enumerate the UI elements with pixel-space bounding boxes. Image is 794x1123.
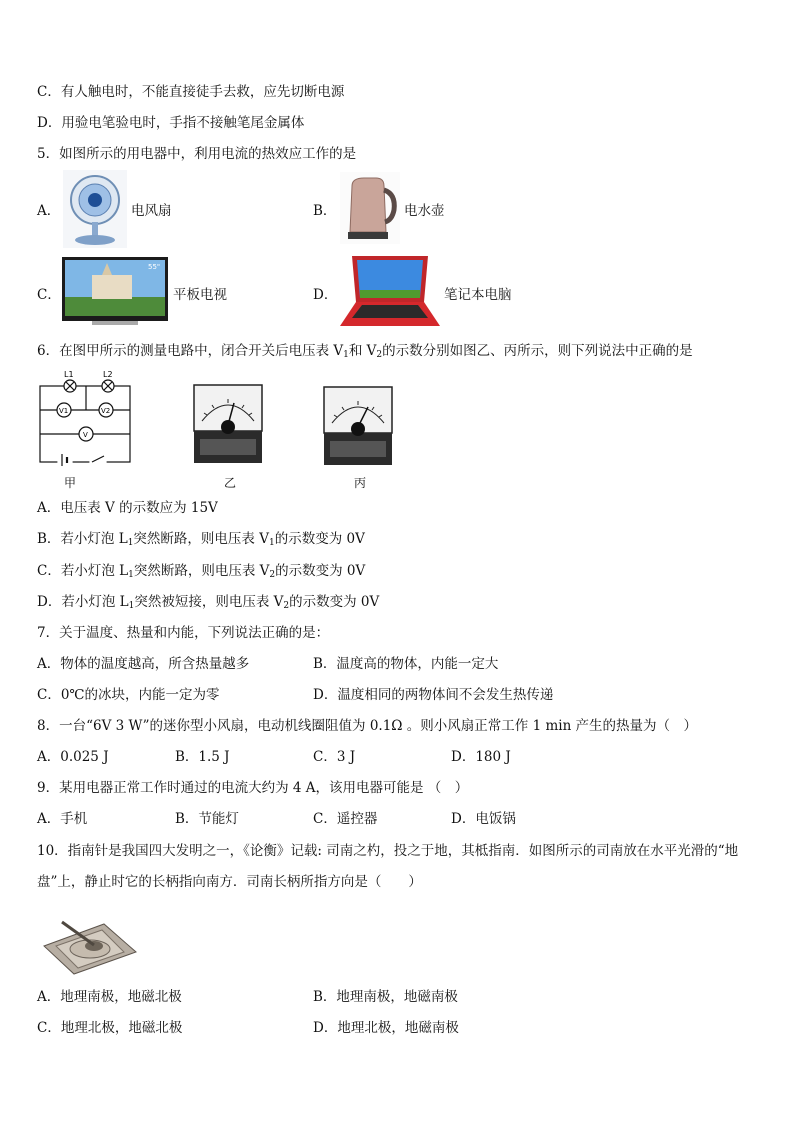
q5-d-label: 笔记本电脑 — [444, 287, 512, 303]
q6-stem: 6．在图甲所示的测量电路中，闭合开关后电压表 $V_1$和 $V_2$的示数分别如图乙、丙所示，则下列说法中正确的是 — [37, 343, 693, 360]
q8-option-b: B．1.5 J — [175, 749, 230, 765]
q7-stem: 7．关于温度、热量和内能，下列说法正确的是： — [37, 625, 330, 641]
sinan-compass-image — [40, 912, 138, 976]
tv-image — [62, 257, 168, 329]
circuit-diagram — [36, 368, 138, 468]
meter-v2-label: V2 — [101, 407, 111, 415]
q8-option-a: A．0.025 J — [37, 749, 109, 765]
q9-option-d: D．电饭锅 — [451, 811, 516, 827]
q10-option-a: A．地理南极，地磁北极 — [37, 989, 182, 1005]
q10-option-d: D．地理北极，地磁南极 — [313, 1020, 459, 1036]
lamp-l2-label: L2 — [103, 370, 113, 379]
lamp-l1-label: L1 — [64, 370, 74, 379]
q9-option-c: C．遥控器 — [313, 811, 378, 827]
caption-jia: 甲 — [64, 476, 77, 490]
voltmeter-yi-image — [192, 383, 264, 467]
electric-kettle-image — [340, 172, 400, 244]
voltmeter-bing-image — [322, 385, 394, 469]
q8-stem: 8．一台“6V 3 W”的迷你型小风扇，电动机线圈阻值为 0.1Ω 。则小风扇正常工作 1 min 产生的热量为（ ） — [37, 718, 698, 734]
q6-option-b: B．若小灯泡 $L_1$突然断路，则电压表 $V_1$的示数变为 0V — [37, 531, 365, 548]
q5-b-letter: B． — [313, 203, 337, 219]
tv-badge: 55" — [148, 263, 161, 271]
q7-option-d: D．温度相同的两物体间不会发生热传递 — [313, 687, 554, 703]
q10-stem-line1: 10．指南针是我国四大发明之一，《论衡》记载: 司南之杓，投之于地，其柢指南．如图所示的司南放在水平光滑的“地 — [37, 843, 739, 859]
q5-c-letter: C． — [37, 287, 61, 303]
q4-option-d: D．用验电笔验电时，手指不接触笔尾金属体 — [37, 115, 305, 131]
q7-option-b: B．温度高的物体，内能一定大 — [313, 656, 499, 672]
q6-option-a: A．电压表 V 的示数应为 15V — [37, 500, 218, 516]
q5-b-label: 电水壶 — [404, 203, 445, 219]
q5-a-letter: A． — [37, 203, 61, 219]
q5-stem: 5．如图所示的用电器中，利用电流的热效应工作的是 — [37, 146, 357, 162]
q10-option-c: C．地理北极，地磁北极 — [37, 1020, 183, 1036]
q4-option-c: C．有人触电时，不能直接徒手去救，应先切断电源 — [37, 84, 345, 100]
q5-c-label: 平板电视 — [173, 287, 227, 303]
meter-v1-label: V1 — [59, 407, 69, 415]
q8-option-d: D．180 J — [451, 749, 511, 765]
q10-stem-line2: 盘”上，静止时它的长柄指向南方．司南长柄所指方向是（ ） — [37, 874, 422, 890]
q7-option-a: A．物体的温度越高，所含热量越多 — [37, 656, 250, 672]
caption-yi: 乙 — [224, 476, 237, 490]
q7-option-c: C．0℃的冰块，内能一定为零 — [37, 687, 220, 703]
q6-option-c: C．若小灯泡 $L_1$突然断路，则电压表 $V_2$的示数变为 0V — [37, 563, 366, 580]
meter-v-label: V — [83, 431, 88, 439]
electric-fan-image — [63, 170, 127, 248]
q5-d-letter: D． — [313, 287, 338, 303]
q5-a-label: 电风扇 — [131, 203, 172, 219]
q10-option-b: B．地理南极，地磁南极 — [313, 989, 458, 1005]
q8-option-c: C．3 J — [313, 749, 356, 765]
caption-bing: 丙 — [354, 476, 367, 490]
laptop-image — [338, 252, 442, 332]
q6-option-d: D．若小灯泡 $L_1$突然被短接，则电压表 $V_2$的示数变为 0V — [37, 594, 380, 611]
q9-option-a: A．手机 — [37, 811, 88, 827]
q9-option-b: B．节能灯 — [175, 811, 239, 827]
q9-stem: 9．某用电器正常工作时通过的电流大约为 4 A，该用电器可能是 （ ） — [37, 780, 469, 796]
